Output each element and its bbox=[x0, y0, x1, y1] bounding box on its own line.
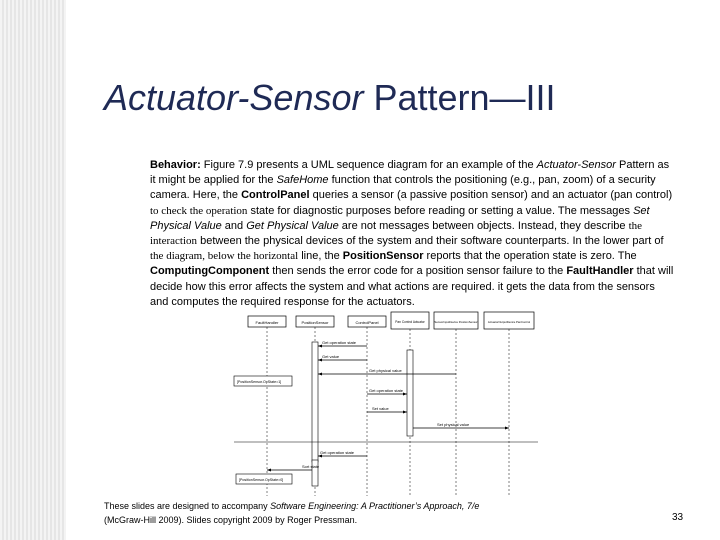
message-label: Sort state bbox=[302, 464, 320, 469]
arrow-head bbox=[505, 427, 509, 430]
activation-pancontrol bbox=[407, 350, 413, 436]
message-label: Set value bbox=[372, 406, 389, 411]
activation-bars bbox=[312, 342, 413, 486]
body-text-span: to check the operation bbox=[150, 204, 248, 217]
body-text-span: the interaction bbox=[150, 219, 643, 248]
body-text-span: queries a sensor (a passive position sensor) and an actuator (pan control) bbox=[309, 189, 673, 202]
body-text-span: Actuator-Sensor bbox=[536, 159, 616, 171]
guard-note-text: [PositionSensor.OpState=0] bbox=[239, 478, 284, 482]
lifeline-label: Pan Control Actuator bbox=[395, 320, 425, 324]
arrow-head bbox=[318, 373, 322, 376]
body-text-span: and bbox=[221, 219, 247, 232]
message-label: Get operation state bbox=[369, 388, 404, 393]
message-label: Get value bbox=[322, 354, 340, 359]
body-text-span: Set Physical Value bbox=[150, 204, 650, 232]
activation-positionsensor bbox=[312, 342, 318, 462]
message-label: Get operation state bbox=[320, 450, 355, 455]
slide-title bbox=[104, 78, 556, 118]
lifeline-label: ActuatorOutputDevice PanControl bbox=[487, 320, 531, 324]
footer-line1-a: These slides are designed to accompany bbox=[104, 501, 271, 511]
body-text-span: Figure 7.9 presents a UML sequence diagram for an example of the bbox=[200, 159, 537, 171]
behavior-label: Behavior: bbox=[150, 159, 201, 171]
body-text-span: reports that the operation state is zero. The bbox=[423, 250, 637, 263]
body-text-span: then sends the error code for a position sensor failure to the bbox=[269, 265, 567, 278]
arrow-head bbox=[403, 411, 407, 414]
guard-notes bbox=[234, 376, 292, 484]
body-text-span: that will decide how this error affects the system and what actions are required. it gets the data from the sensors and computes the required response for the actuators. bbox=[150, 265, 674, 308]
body-text-span: function that controls the positioning (e.g., pan, zoom) of a security camera. Here, the bbox=[150, 174, 656, 202]
body-text-span: line, the bbox=[298, 250, 343, 263]
guard-note-text: [PositionSensor.OpState=1] bbox=[237, 380, 282, 384]
lifeline-dashes bbox=[267, 327, 509, 496]
title-italic: Actuator-Sensor bbox=[104, 77, 364, 118]
arrow-head bbox=[267, 469, 271, 472]
footer-attribution bbox=[104, 499, 574, 527]
body-text-span: are not messages between objects. Instead, they describe bbox=[338, 219, 629, 232]
message-label: Get operation state bbox=[322, 340, 357, 345]
arrow-head bbox=[403, 393, 407, 396]
body-text-span: state for diagnostic purposes before reading or setting a value. The messages bbox=[247, 204, 634, 217]
body-text-span: Get Physical Value bbox=[246, 219, 339, 232]
body-text-span: between the physical devices of the system and their software counterparts. In the lower part of bbox=[197, 235, 664, 248]
title-rest: Pattern—III bbox=[363, 77, 556, 118]
footer-line2: (McGraw-Hill 2009). Slides copyright 2009 by Roger Pressman. bbox=[104, 515, 358, 525]
body-text-span: SafeHome bbox=[276, 174, 329, 187]
lifeline-label: PositionSensor bbox=[301, 320, 329, 325]
message-label: Set physical value bbox=[437, 422, 470, 427]
body-text-span: ComputingComponent bbox=[150, 265, 270, 278]
footer-book-title: Software Engineering: A Practitioner’s Approach, 7/e bbox=[270, 501, 480, 511]
body-text-span: ControlPanel bbox=[241, 189, 310, 202]
body-text-span: Pattern as it might be applied for the bbox=[150, 159, 670, 187]
body-text-span: PositionSensor bbox=[342, 250, 424, 263]
lifeline-label: FaultHandler bbox=[255, 320, 279, 325]
sequence-diagram bbox=[232, 310, 542, 498]
page-number: 33 bbox=[672, 512, 684, 523]
lifeline-label: ControlPanel bbox=[355, 320, 379, 325]
body-text-span: FaultHandler bbox=[566, 265, 634, 278]
body-paragraph bbox=[150, 158, 674, 310]
message-label: Get physical value bbox=[369, 368, 402, 373]
body-text-span: the diagram, below the horizontal bbox=[150, 250, 299, 263]
lifeline-label: SensorInputDevice PositionSensor bbox=[434, 320, 478, 324]
